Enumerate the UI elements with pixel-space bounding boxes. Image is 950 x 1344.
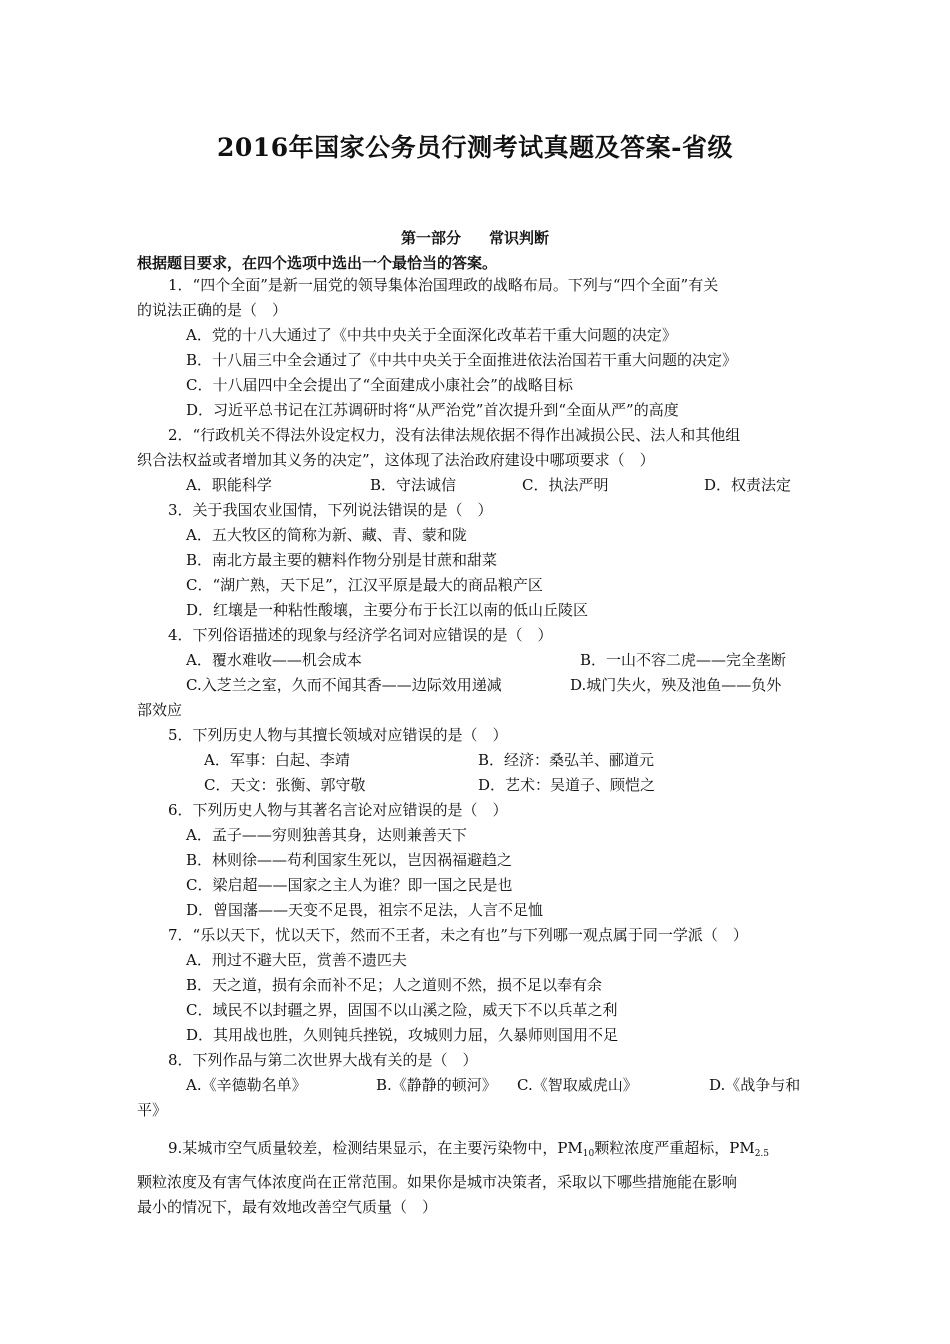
question-8-option-c: C.《智取威虎山》	[517, 1076, 638, 1094]
question-1-stem-continued: 的说法正确的是（ ）	[137, 301, 288, 319]
question-3-stem: 3．关于我国农业国情，下列说法错误的是（ ）	[168, 501, 493, 519]
question-4-option-b: B．一山不容二虎——完全垄断	[580, 651, 787, 669]
question-2-stem: 2．“行政机关不得法外设定权力，没有法律法规依据不得作出减损公民、法人和其他组	[168, 426, 741, 444]
question-9-stem-continued: 颗粒浓度及有害气体浓度尚在正常范围。如果你是城市决策者，采取以下哪些措施能在影响	[137, 1173, 738, 1191]
question-9-text-1: 9.某城市空气质量较差，检测结果显示，在主要污染物中，PM	[168, 1139, 583, 1157]
question-6-option-d: D．曾国藩——天变不足畏，祖宗不足法，人言不足恤	[186, 901, 544, 919]
question-5-option-c: C．天文：张衡、郭守敬	[204, 776, 366, 794]
question-3-option-c: C．“湖广熟，天下足”，江汉平原是最大的商品粮产区	[186, 576, 543, 594]
question-5-option-d: D．艺术：吴道子、顾恺之	[478, 776, 656, 794]
question-8-option-d-continued: 平》	[137, 1101, 168, 1119]
question-2-option-a: A．职能科学	[186, 476, 272, 494]
question-1-stem: 1．“四个全面”是新一届党的领导集体治国理政的战略布局。下列与“四个全面”有关	[168, 276, 719, 294]
question-1-option-b: B．十八届三中全会通过了《中共中央关于全面推进依法治国若干重大问题的决定》	[186, 351, 738, 369]
question-8-stem: 8．下列作品与第二次世界大战有关的是（ ）	[168, 1051, 478, 1069]
question-1-option-c: C．十八届四中全会提出了“全面建成小康社会”的战略目标	[186, 376, 573, 394]
question-8-option-d: D.《战争与和	[709, 1076, 801, 1094]
question-3-option-d: D．红壤是一种粘性酸壤，主要分布于长江以南的低山丘陵区	[186, 601, 589, 619]
question-9-stem	[168, 1138, 769, 1164]
document-title: 2016年国家公务员行测考试真题及答案-省级	[217, 133, 733, 162]
question-6-option-b: B．林则徐——苟利国家生死以，岂因祸福避趋之	[186, 851, 513, 869]
question-7-option-a: A．刑过不避大臣，赏善不遗匹夫	[186, 951, 407, 969]
question-7-stem: 7．“乐以天下，忧以天下，然而不王者，未之有也”与下列哪一观点属于同一学派（ ）	[168, 926, 748, 944]
question-8-option-b: B.《静静的顿河》	[376, 1076, 497, 1094]
question-4-option-c: C.入芝兰之室，久而不闻其香——边际效用递减	[186, 676, 502, 694]
section-part: 第一部分	[400, 229, 461, 247]
question-2-option-d: D．权责法定	[704, 476, 792, 494]
section-heading	[0, 227, 950, 248]
question-3-option-a: A．五大牧区的简称为新、藏、青、蒙和陇	[186, 526, 467, 544]
question-2-option-c: C．执法严明	[522, 476, 609, 494]
question-6-option-c: C．梁启超——国家之主人为谁？即一国之民是也	[186, 876, 513, 894]
question-7-option-c: C．域民不以封疆之界，固国不以山溪之险，威天下不以兵革之利	[186, 1001, 618, 1019]
question-3-option-b: B．南北方最主要的糖料作物分别是甘蔗和甜菜	[186, 551, 498, 569]
instruction-text: 根据题目要求，在四个选项中选出一个最恰当的答案。	[137, 254, 498, 272]
section-name: 常识判断	[489, 229, 550, 247]
question-1-option-d: D．习近平总书记在江苏调研时将“从严治党”首次提升到“全面从严”的高度	[186, 401, 679, 419]
question-7-option-d: D．其用战也胜，久则钝兵挫锐，攻城则力屈，久暴师则国用不足	[186, 1026, 619, 1044]
pm25-subscript: 2.5	[754, 1149, 770, 1159]
pm10-subscript: 10	[582, 1149, 595, 1159]
question-9-text-2: 颗粒浓度严重超标，PM	[594, 1139, 755, 1157]
question-4-option-a: A．覆水难收——机会成本	[186, 651, 362, 669]
question-4-option-d: D.城门失火，殃及池鱼——负外	[570, 676, 782, 694]
question-6-option-a: A．孟子——穷则独善其身，达则兼善天下	[186, 826, 467, 844]
question-5-option-a: A．军事：白起、李靖	[204, 751, 350, 769]
question-8-option-a: A.《辛德勒名单》	[186, 1076, 307, 1094]
question-5-stem: 5．下列历史人物与其擅长领域对应错误的是（ ）	[168, 726, 508, 744]
question-7-option-b: B．天之道，损有余而补不足；人之道则不然，损不足以奉有余	[186, 976, 603, 994]
question-2-option-b: B．守法诚信	[370, 476, 457, 494]
question-4-option-d-continued: 部效应	[137, 701, 183, 719]
question-9-stem-continued-2: 最小的情况下，最有效地改善空气质量（ ）	[137, 1198, 438, 1216]
question-2-stem-continued: 织合法权益或者增加其义务的决定”，这体现了法治政府建设中哪项要求（ ）	[137, 451, 655, 469]
question-5-option-b: B．经济：桑弘羊、郦道元	[478, 751, 655, 769]
question-6-stem: 6．下列历史人物与其著名言论对应错误的是（ ）	[168, 801, 508, 819]
question-4-stem: 4．下列俗语描述的现象与经济学名词对应错误的是（ ）	[168, 626, 553, 644]
question-1-option-a: A．党的十八大通过了《中共中央关于全面深化改革若干重大问题的决定》	[186, 326, 677, 344]
